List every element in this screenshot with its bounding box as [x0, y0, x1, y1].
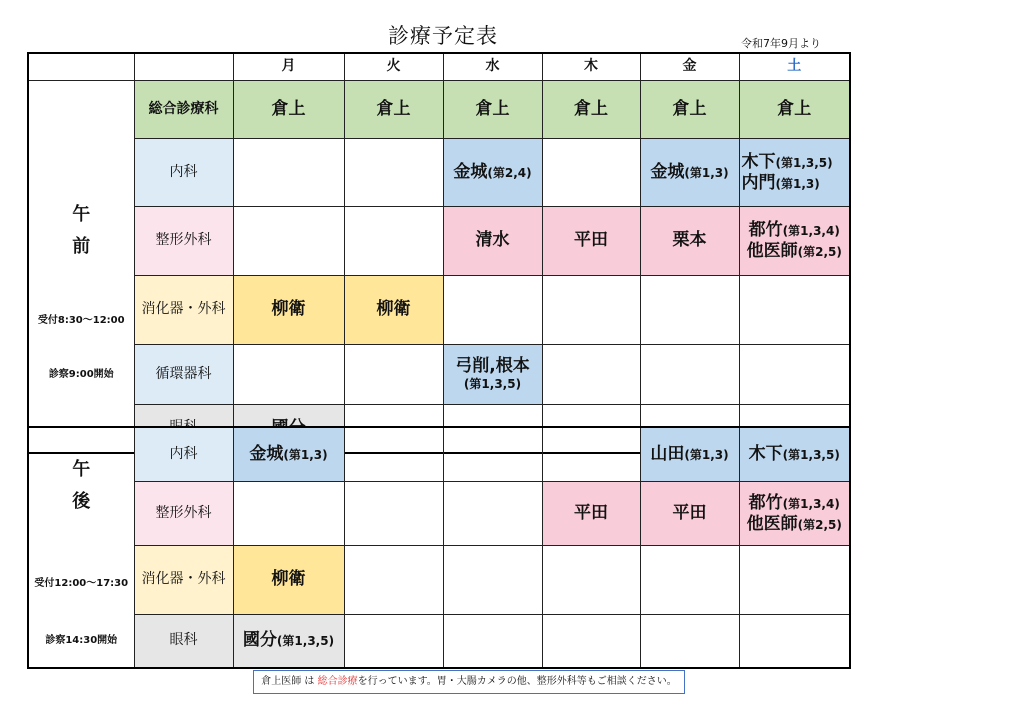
dept-label: 眼科	[134, 614, 233, 668]
am-row-internal	[28, 139, 850, 207]
empty-cell	[542, 427, 640, 482]
empty-cell	[344, 427, 443, 482]
doctor-cell: 倉上	[233, 80, 344, 139]
empty-cell	[233, 207, 344, 276]
empty-cell	[233, 482, 344, 546]
am-exam-start: 診察9:00開始	[48, 369, 114, 380]
am-period-cell	[28, 80, 134, 453]
am-row-gastro	[28, 276, 850, 345]
empty-cell	[640, 546, 739, 614]
doctor-cell: 清水	[443, 207, 542, 276]
empty-cell	[344, 139, 443, 207]
effective-date: 令和7年9月より	[741, 37, 821, 50]
pm-period-char: 午	[72, 459, 91, 480]
doctor-cell: 平田	[640, 482, 739, 546]
doctor-cell: 木下(第1,3,5)	[739, 427, 850, 482]
doctor-cell: 柳衛	[344, 276, 443, 345]
note-highlight: 総合診療	[317, 676, 358, 687]
morning-schedule-table	[27, 52, 851, 454]
doctor-cell: 倉上	[542, 80, 640, 139]
empty-cell	[640, 276, 739, 345]
empty-cell	[344, 344, 443, 404]
empty-cell	[542, 276, 640, 345]
empty-cell	[739, 344, 850, 404]
doctor-cell: 倉上	[640, 80, 739, 139]
dept-label: 消化器・外科	[134, 546, 233, 614]
doctor-cell: 國分(第1,3,5)	[233, 614, 344, 668]
pm-period-cell	[28, 427, 134, 668]
note-text: 倉上医師 は	[261, 676, 315, 687]
doctor-cell: 山田(第1,3)	[640, 427, 739, 482]
empty-cell	[233, 344, 344, 404]
am-row-ortho	[28, 207, 850, 276]
dept-label: 消化器・外科	[134, 276, 233, 345]
empty-cell	[739, 546, 850, 614]
dept-label: 内科	[134, 139, 233, 207]
doctor-cell: 平田	[542, 482, 640, 546]
am-row-general	[28, 80, 850, 139]
empty-cell	[542, 344, 640, 404]
empty-cell	[344, 207, 443, 276]
day-wed: 水	[443, 53, 542, 80]
dept-label: 循環器科	[134, 344, 233, 404]
day-fri: 金	[640, 53, 739, 80]
am-reception-hours: 受付8:30～12:00	[37, 314, 125, 326]
doctor-cell: 倉上	[443, 80, 542, 139]
afternoon-schedule-table	[27, 426, 851, 669]
doctor-cell: 柳衛	[233, 276, 344, 345]
day-tue: 火	[344, 53, 443, 80]
empty-cell	[542, 139, 640, 207]
doctor-cell: 木下(第1,3,5) 内門(第1,3)	[739, 139, 850, 207]
pm-exam-start: 診察14:30開始	[45, 634, 118, 646]
pm-row-gastro	[28, 546, 850, 614]
pm-row-ortho	[28, 482, 850, 546]
empty-cell	[443, 427, 542, 482]
doctor-cell: 金城(第2,4)	[443, 139, 542, 207]
empty-cell	[640, 614, 739, 668]
empty-cell	[640, 344, 739, 404]
dept-label: 整形外科	[134, 482, 233, 546]
dept-label: 整形外科	[134, 207, 233, 276]
day-header-row	[28, 53, 850, 80]
dept-label: 内科	[134, 427, 233, 482]
page-title: 診療予定表	[388, 24, 498, 48]
pm-reception-hours: 受付12:00～17:30	[34, 578, 129, 589]
doctor-cell: 倉上	[739, 80, 850, 139]
empty-cell	[542, 614, 640, 668]
dept-label: 総合診療科	[134, 80, 233, 139]
empty-cell	[344, 614, 443, 668]
doctor-cell: 都竹(第1,3,4) 他医師(第2,5)	[739, 482, 850, 546]
empty-cell	[344, 482, 443, 546]
am-row-cardio	[28, 344, 850, 404]
day-mon: 月	[233, 53, 344, 80]
footer-note	[253, 670, 685, 694]
empty-cell	[344, 546, 443, 614]
header-blank	[28, 53, 134, 80]
empty-cell	[443, 482, 542, 546]
day-thu: 木	[542, 53, 640, 80]
pm-row-eye	[28, 614, 850, 668]
note-text: を行っています。胃・大腸カメラの他、整形外科等もご相談ください。	[357, 676, 677, 687]
empty-cell	[443, 276, 542, 345]
doctor-cell: 平田	[542, 207, 640, 276]
doctor-cell: 金城(第1,3)	[233, 427, 344, 482]
doctor-cell: 倉上	[344, 80, 443, 139]
doctor-cell: 都竹(第1,3,4) 他医師(第2,5)	[739, 207, 850, 276]
doctor-cell: 弓削,根本 (第1,3,5)	[443, 344, 542, 404]
am-period-char: 前	[72, 235, 91, 257]
am-period-char: 午	[72, 203, 91, 225]
empty-cell	[443, 546, 542, 614]
empty-cell	[739, 614, 850, 668]
empty-cell	[233, 139, 344, 207]
pm-row-internal	[28, 427, 850, 482]
doctor-cell: 金城(第1,3)	[640, 139, 739, 207]
doctor-cell: 柳衛	[233, 546, 344, 614]
empty-cell	[443, 614, 542, 668]
empty-cell	[739, 276, 850, 345]
header-blank	[134, 53, 233, 80]
doctor-cell: 栗本	[640, 207, 739, 276]
empty-cell	[542, 546, 640, 614]
day-sat: 土	[739, 53, 850, 80]
pm-period-char: 後	[72, 491, 91, 512]
